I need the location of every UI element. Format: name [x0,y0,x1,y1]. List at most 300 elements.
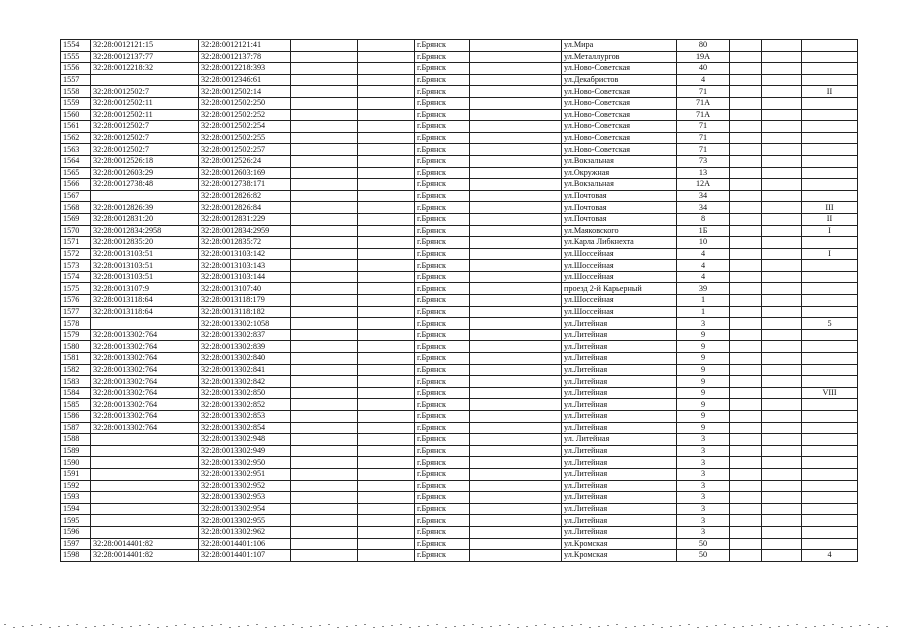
street-cell: ул.Ново-Советская [562,132,677,144]
city-cell: г.Брянск [415,515,470,527]
note-cell: I [802,225,858,237]
note-cell [802,468,858,480]
city-cell: г.Брянск [415,538,470,550]
street-cell: ул.Вокзальная [562,179,677,191]
empty-cell [358,213,415,225]
scan-speck [202,626,204,627]
parent-cadastral-cell: 32:28:0013103:51 [91,271,199,283]
parent-cadastral-cell: 32:28:0012603:29 [91,167,199,179]
street-cell: ул.Литейная [562,399,677,411]
empty-cell [470,306,562,318]
street-cell: ул.Литейная [562,480,677,492]
scan-speck [139,625,141,626]
street-cell: ул.Окружная [562,167,677,179]
city-cell: г.Брянск [415,550,470,562]
scan-speck [238,626,240,627]
empty-cell [762,329,802,341]
city-cell: г.Брянск [415,132,470,144]
empty-cell [762,283,802,295]
note-cell: II [802,86,858,98]
cadastral-number-cell: 32:28:0013302:962 [199,526,291,538]
scan-speck [868,624,870,625]
table-row [61,179,858,191]
street-cell: ул.Шоссейная [562,306,677,318]
scan-speck [67,625,69,626]
empty-cell [291,526,358,538]
row-number-cell: 1580 [61,341,91,353]
cadastral-number-cell: 32:28:0013302:952 [199,480,291,492]
row-number-cell: 1573 [61,260,91,272]
house-number-cell: 9 [677,341,730,353]
empty-cell [358,526,415,538]
table-row [61,503,858,515]
row-number-cell: 1560 [61,109,91,121]
cadastral-number-cell: 32:28:0012502:254 [199,121,291,133]
house-number-cell: 9 [677,329,730,341]
empty-cell [358,51,415,63]
parent-cadastral-cell: 32:28:0013302:764 [91,353,199,365]
empty-cell [762,40,802,52]
empty-cell [358,457,415,469]
empty-cell [291,503,358,515]
house-number-cell: 50 [677,550,730,562]
empty-cell [358,155,415,167]
cadastral-number-cell: 32:28:0012502:250 [199,97,291,109]
scan-speck [229,627,231,628]
scan-speck [193,627,195,628]
row-number-cell: 1575 [61,283,91,295]
cadastral-number-cell: 32:28:0013302:837 [199,329,291,341]
row-number-cell: 1566 [61,179,91,191]
table-row [61,468,858,480]
scan-speck [157,627,159,628]
empty-cell [358,468,415,480]
cadastral-number-cell: 32:28:0012346:61 [199,74,291,86]
house-number-cell: 9 [677,364,730,376]
parent-cadastral-cell: 32:28:0012502:11 [91,109,199,121]
empty-cell [470,538,562,550]
table-row [61,422,858,434]
scan-speck [103,625,105,626]
house-number-cell: 71А [677,97,730,109]
row-number-cell: 1577 [61,306,91,318]
empty-cell [470,515,562,527]
scan-speck [4,624,6,625]
row-number-cell: 1555 [61,51,91,63]
table-row [61,74,858,86]
table-row [61,434,858,446]
street-cell: ул.Литейная [562,492,677,504]
house-number-cell: 80 [677,40,730,52]
empty-cell [291,434,358,446]
empty-cell [730,237,762,249]
scan-speck [670,626,672,627]
empty-cell [358,376,415,388]
scan-speck [607,625,609,626]
scan-speck [427,625,429,626]
empty-cell [358,515,415,527]
empty-cell [762,271,802,283]
empty-cell [358,260,415,272]
empty-cell [358,422,415,434]
empty-cell [470,445,562,457]
row-number-cell: 1557 [61,74,91,86]
empty-cell [358,271,415,283]
empty-cell [291,550,358,562]
street-cell: ул.Литейная [562,503,677,515]
parent-cadastral-cell [91,526,199,538]
parent-cadastral-cell: 32:28:0012834:2958 [91,225,199,237]
empty-cell [358,538,415,550]
row-number-cell: 1590 [61,457,91,469]
scan-speck [328,624,330,625]
house-number-cell: 71 [677,132,730,144]
cadastral-number-cell: 32:28:0013302:1058 [199,318,291,330]
empty-cell [470,248,562,260]
scan-speck [589,627,591,628]
empty-cell [470,550,562,562]
empty-cell [730,503,762,515]
empty-cell [291,121,358,133]
row-number-cell: 1585 [61,399,91,411]
parent-cadastral-cell: 32:28:0012121:15 [91,40,199,52]
empty-cell [730,422,762,434]
scan-speck [247,625,249,626]
cadastral-number-cell: 32:28:0013302:841 [199,364,291,376]
empty-cell [358,97,415,109]
empty-cell [291,376,358,388]
city-cell: г.Брянск [415,422,470,434]
cadastral-number-cell: 32:28:0012502:255 [199,132,291,144]
empty-cell [291,86,358,98]
city-cell: г.Брянск [415,283,470,295]
house-number-cell: 71А [677,109,730,121]
street-cell: ул.Литейная [562,387,677,399]
parent-cadastral-cell: 32:28:0012502:7 [91,144,199,156]
empty-cell [762,225,802,237]
scan-speck [454,626,456,627]
city-cell: г.Брянск [415,411,470,423]
scan-speck [580,624,582,625]
house-number-cell: 3 [677,318,730,330]
empty-cell [358,86,415,98]
empty-cell [358,434,415,446]
parent-cadastral-cell [91,468,199,480]
empty-cell [470,97,562,109]
note-cell [802,515,858,527]
empty-cell [762,202,802,214]
house-number-cell: 34 [677,190,730,202]
empty-cell [762,353,802,365]
empty-cell [291,387,358,399]
street-cell: ул.Литейная [562,468,677,480]
parent-cadastral-cell: 32:28:0012502:7 [91,132,199,144]
table-row [61,329,858,341]
empty-cell [358,237,415,249]
cadastral-number-cell: 32:28:0013103:144 [199,271,291,283]
street-cell: ул.Шоссейная [562,260,677,272]
empty-cell [470,376,562,388]
scan-speck [418,626,420,627]
empty-cell [358,40,415,52]
street-cell: ул.Литейная [562,411,677,423]
scan-speck [58,626,60,627]
cadastral-number-cell: 32:28:0012218:393 [199,63,291,75]
empty-cell [470,86,562,98]
empty-cell [358,364,415,376]
house-number-cell: 12А [677,179,730,191]
empty-cell [762,306,802,318]
empty-cell [762,295,802,307]
empty-cell [762,74,802,86]
scan-speck [553,627,555,628]
scan-speck [679,625,681,626]
table-row [61,341,858,353]
empty-cell [730,492,762,504]
parent-cadastral-cell: 32:28:0012831:20 [91,213,199,225]
scan-speck [805,627,807,628]
empty-cell [730,155,762,167]
empty-cell [358,63,415,75]
empty-cell [762,237,802,249]
parent-cadastral-cell: 32:28:0012502:7 [91,121,199,133]
row-number-cell: 1570 [61,225,91,237]
scan-speck [373,627,375,628]
city-cell: г.Брянск [415,271,470,283]
empty-cell [358,109,415,121]
scan-speck [49,627,51,628]
scan-speck [832,624,834,625]
empty-cell [470,237,562,249]
street-cell: ул.Почтовая [562,202,677,214]
scan-speck [859,625,861,626]
parent-cadastral-cell [91,318,199,330]
scan-speck [661,627,663,628]
note-cell [802,445,858,457]
scan-speck [562,626,564,627]
street-cell: ул.Вокзальная [562,155,677,167]
row-number-cell: 1589 [61,445,91,457]
house-number-cell: 19А [677,51,730,63]
street-cell: ул.Шоссейная [562,271,677,283]
parent-cadastral-cell: 32:28:0013302:764 [91,422,199,434]
city-cell: г.Брянск [415,376,470,388]
empty-cell [291,260,358,272]
city-cell: г.Брянск [415,144,470,156]
empty-cell [358,399,415,411]
empty-cell [470,144,562,156]
empty-cell [291,190,358,202]
street-cell: ул.Литейная [562,376,677,388]
empty-cell [762,364,802,376]
empty-cell [291,271,358,283]
cadastral-number-cell: 32:28:0012603:169 [199,167,291,179]
table-row [61,155,858,167]
empty-cell [470,457,562,469]
row-number-cell: 1594 [61,503,91,515]
street-cell: ул.Литейная [562,422,677,434]
row-number-cell: 1574 [61,271,91,283]
scan-speck [643,625,645,626]
house-number-cell: 3 [677,445,730,457]
scan-speck [301,627,303,628]
table-row [61,167,858,179]
scan-speck [526,626,528,627]
empty-cell [730,86,762,98]
empty-cell [470,468,562,480]
scan-speck [274,626,276,627]
empty-cell [470,492,562,504]
parent-cadastral-cell [91,503,199,515]
empty-cell [730,63,762,75]
empty-cell [470,40,562,52]
empty-cell [762,411,802,423]
empty-cell [291,202,358,214]
empty-cell [762,526,802,538]
scan-speck [715,625,717,626]
empty-cell [730,179,762,191]
empty-cell [762,434,802,446]
parent-cadastral-cell [91,190,199,202]
empty-cell [762,468,802,480]
city-cell: г.Брянск [415,155,470,167]
scan-speck [481,627,483,628]
empty-cell [358,387,415,399]
house-number-cell: 50 [677,538,730,550]
scan-speck [391,625,393,626]
scan-speck [733,627,735,628]
table-row [61,248,858,260]
parent-cadastral-cell: 32:28:0013118:64 [91,295,199,307]
scan-speck [22,626,24,627]
street-cell: ул.Шоссейная [562,295,677,307]
house-number-cell: 3 [677,515,730,527]
scan-speck [751,625,753,626]
empty-cell [470,225,562,237]
empty-cell [730,248,762,260]
house-number-cell: 10 [677,237,730,249]
scan-speck [409,627,411,628]
empty-cell [730,225,762,237]
note-cell [802,109,858,121]
empty-cell [470,109,562,121]
scan-speck [499,625,501,626]
house-number-cell: 3 [677,526,730,538]
cadastral-number-cell: 32:28:0013302:949 [199,445,291,457]
city-cell: г.Брянск [415,179,470,191]
scan-speck [211,625,213,626]
empty-cell [730,51,762,63]
note-cell [802,155,858,167]
empty-cell [291,237,358,249]
empty-cell [762,260,802,272]
row-number-cell: 1597 [61,538,91,550]
empty-cell [762,86,802,98]
house-number-cell: 3 [677,503,730,515]
empty-cell [291,167,358,179]
house-number-cell: 39 [677,283,730,295]
empty-cell [730,353,762,365]
scan-speck [796,624,798,625]
city-cell: г.Брянск [415,492,470,504]
table-row [61,190,858,202]
row-number-cell: 1563 [61,144,91,156]
empty-cell [730,132,762,144]
street-cell: ул.Литейная [562,445,677,457]
row-number-cell: 1567 [61,190,91,202]
house-number-cell: 8 [677,213,730,225]
parent-cadastral-cell: 32:28:0013302:764 [91,411,199,423]
empty-cell [470,318,562,330]
empty-cell [358,306,415,318]
empty-cell [730,167,762,179]
house-number-cell: 34 [677,202,730,214]
parent-cadastral-cell: 32:28:0013107:9 [91,283,199,295]
note-cell [802,295,858,307]
empty-cell [762,167,802,179]
scan-speck [850,626,852,627]
cadastral-number-cell: 32:28:0012834:2959 [199,225,291,237]
street-cell: ул.Карла Либкнехта [562,237,677,249]
house-number-cell: 13 [677,167,730,179]
note-cell: III [802,202,858,214]
note-cell: 5 [802,318,858,330]
cadastral-number-cell: 32:28:0013302:852 [199,399,291,411]
empty-cell [762,445,802,457]
city-cell: г.Брянск [415,468,470,480]
note-cell [802,538,858,550]
scan-speck [769,627,771,628]
house-number-cell: 71 [677,144,730,156]
empty-cell [291,97,358,109]
parent-cadastral-cell: 32:28:0013302:764 [91,329,199,341]
house-number-cell: 9 [677,387,730,399]
note-cell [802,97,858,109]
scan-speck [166,626,168,627]
city-cell: г.Брянск [415,503,470,515]
empty-cell [358,225,415,237]
empty-cell [762,399,802,411]
empty-cell [470,411,562,423]
empty-cell [762,132,802,144]
table-row [61,40,858,52]
empty-cell [762,422,802,434]
city-cell: г.Брянск [415,74,470,86]
empty-cell [730,376,762,388]
registry-table [60,39,858,562]
empty-cell [358,318,415,330]
scan-speck [292,624,294,625]
empty-cell [358,202,415,214]
table-row [61,480,858,492]
empty-cell [730,526,762,538]
house-number-cell: 1Б [677,225,730,237]
table-row [61,144,858,156]
empty-cell [730,213,762,225]
empty-cell [470,422,562,434]
empty-cell [470,387,562,399]
note-cell [802,329,858,341]
house-number-cell: 3 [677,468,730,480]
parent-cadastral-cell [91,515,199,527]
note-cell [802,306,858,318]
table-row [61,492,858,504]
row-number-cell: 1586 [61,411,91,423]
parent-cadastral-cell: 32:28:0013103:51 [91,260,199,272]
note-cell [802,167,858,179]
empty-cell [291,468,358,480]
table-row [61,515,858,527]
